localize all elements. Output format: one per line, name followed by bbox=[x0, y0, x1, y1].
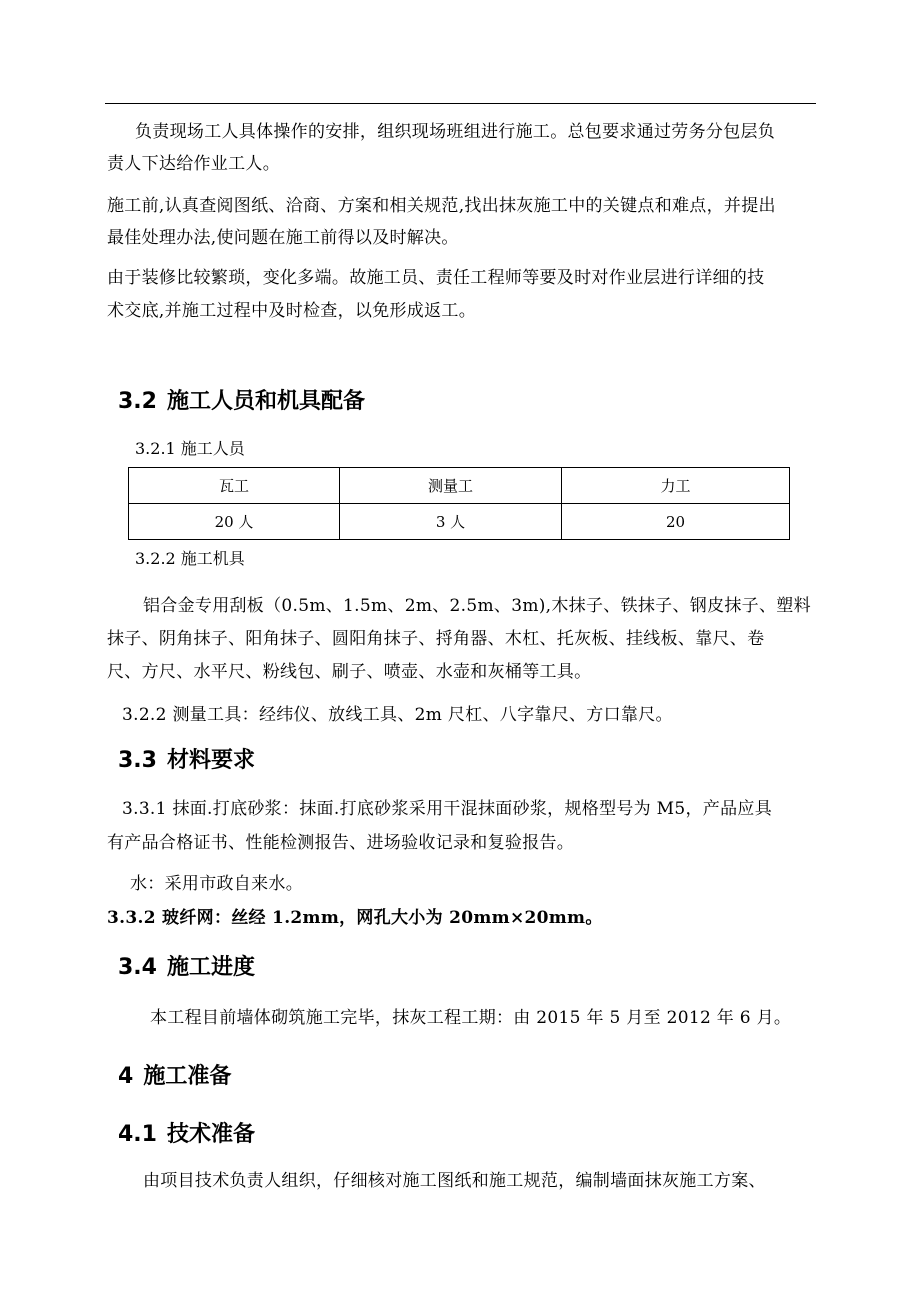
table-row bbox=[129, 504, 790, 540]
section-4-heading bbox=[118, 1063, 231, 1091]
section-4-number: 4 bbox=[118, 1064, 134, 1089]
intro-paragraph-3-line-2: 术交底,并施工过程中及时检查，以免形成返工。 bbox=[107, 301, 477, 321]
table-cell: 3 人 bbox=[340, 504, 562, 540]
table-cell: 20 人 bbox=[129, 504, 340, 540]
survey-tools-line: 3.2.2 测量工具：经纬仪、放线工具、2m 尺杠、八字靠尺、方口靠尺。 bbox=[122, 705, 673, 725]
mortar-line-2: 有产品合格证书、性能检测报告、进场验收记录和复验报告。 bbox=[107, 833, 575, 853]
section-4-title: 施工准备 bbox=[143, 1064, 232, 1089]
header-rule bbox=[105, 103, 816, 104]
table-header-cell: 测量工 bbox=[340, 468, 562, 504]
tools-line-1: 铝合金专用刮板（0.5m、1.5m、2m、2.5m、3m),木抹子、铁抹子、钢皮抹子、塑料 bbox=[143, 596, 811, 616]
mesh-line: 3.3.2 玻纤网：丝经 1.2mm，网孔大小为 20mm×20mm。 bbox=[107, 908, 603, 928]
intro-paragraph-2-line-1: 施工前,认真查阅图纸、洽商、方案和相关规范,找出抹灰施工中的关键点和难点，并提出 bbox=[107, 196, 776, 216]
tech-prep-line: 由项目技术负责人组织，仔细核对施工图纸和施工规范，编制墙面抹灰施工方案、 bbox=[143, 1171, 766, 1191]
table-header-cell: 瓦工 bbox=[129, 468, 340, 504]
section-3-2-number: 3.2 bbox=[118, 389, 157, 414]
section-3-4-number: 3.4 bbox=[118, 955, 157, 980]
intro-paragraph-3-line-1: 由于装修比较繁琐，变化多端。故施工员、责任工程师等要及时对作业层进行详细的技 bbox=[107, 268, 765, 288]
intro-paragraph-2-line-2: 最佳处理办法,使问题在施工前得以及时解决。 bbox=[107, 228, 459, 248]
intro-paragraph-1-line-2: 责人下达给作业工人。 bbox=[107, 154, 280, 174]
section-3-4-title: 施工进度 bbox=[166, 955, 255, 980]
tools-line-2: 抹子、阴角抹子、阳角抹子、圆阳角抹子、捋角器、木杠、托灰板、挂线板、靠尺、卷 bbox=[107, 629, 765, 649]
schedule-line: 本工程目前墙体砌筑施工完毕，抹灰工程工期：由 2015 年 5 月至 2012 年 6 月。 bbox=[150, 1008, 792, 1028]
section-4-1-title: 技术准备 bbox=[166, 1122, 255, 1147]
section-3-4-heading bbox=[118, 954, 255, 982]
subsection-3-2-2-label: 3.2.2 施工机具 bbox=[135, 549, 245, 568]
section-4-1-heading bbox=[118, 1121, 255, 1149]
section-3-3-title: 材料要求 bbox=[166, 748, 255, 773]
section-4-1-number: 4.1 bbox=[118, 1122, 157, 1147]
tools-line-3: 尺、方尺、水平尺、粉线包、刷子、喷壶、水壶和灰桶等工具。 bbox=[107, 662, 592, 682]
table-header-cell: 力工 bbox=[562, 468, 790, 504]
water-line: 水：采用市政自来水。 bbox=[130, 874, 303, 894]
table-cell: 20 bbox=[562, 504, 790, 540]
intro-paragraph-1-line-1: 负责现场工人具体操作的安排，组织现场班组进行施工。总包要求通过劳务分包层负 bbox=[135, 122, 776, 142]
table-header-row bbox=[129, 468, 790, 504]
section-3-3-number: 3.3 bbox=[118, 748, 157, 773]
subsection-3-2-1-label: 3.2.1 施工人员 bbox=[135, 439, 245, 458]
section-3-2-title: 施工人员和机具配备 bbox=[166, 389, 365, 414]
section-3-2-heading bbox=[118, 388, 365, 416]
staff-table bbox=[128, 467, 790, 540]
section-3-3-heading bbox=[118, 747, 255, 775]
mortar-line-1: 3.3.1 抹面.打底砂浆：抹面.打底砂浆采用干混抹面砂浆，规格型号为 M5，产品应具 bbox=[122, 799, 772, 819]
